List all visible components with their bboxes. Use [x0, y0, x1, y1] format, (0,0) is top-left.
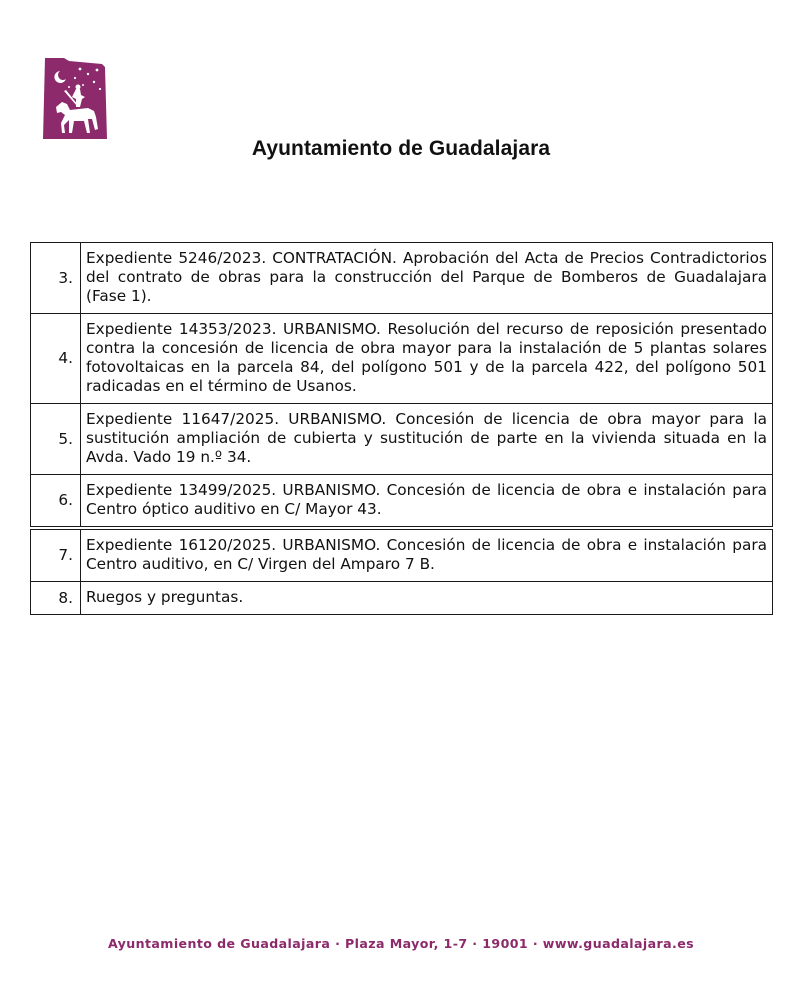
- page-title: Ayuntamiento de Guadalajara: [251, 137, 551, 160]
- footer-address: Ayuntamiento de Guadalajara · Plaza Mayor, 1-7 · 19001 · www.guadalajara.es: [107, 936, 695, 951]
- table-row: [31, 243, 773, 314]
- table-row: [31, 314, 773, 404]
- city-logo: [42, 55, 108, 141]
- item-text: Expediente 11647/2025. URBANISMO. Concesión de licencia de obra mayor para la sustitución ampliación de cubierta y sustitución de parte en la vivienda situada en la Avda. Vado 19 n.º 34.: [81, 404, 773, 475]
- item-number: 4.: [31, 314, 81, 404]
- item-text: Expediente 14353/2023. URBANISMO. Resolución del recurso de reposición presentado contra la concesión de licencia de obra mayor para la instalación de 5 plantas solares fotovoltaicas en la parcela 84, del polígono 501 y de la parcela 422, del polígono 501 radicadas en el término de Usanos.: [81, 314, 773, 404]
- table-row: [31, 404, 773, 475]
- agenda-table: [30, 242, 773, 615]
- item-number: 5.: [31, 404, 81, 475]
- item-number: 8.: [31, 582, 81, 615]
- item-text: Expediente 5246/2023. CONTRATACIÓN. Aprobación del Acta de Precios Contradictorios del contrato de obras para la construcción del Parque de Bomberos de Guadalajara (Fase 1).: [81, 243, 773, 314]
- item-text: Ruegos y preguntas.: [81, 582, 773, 615]
- item-text: Expediente 16120/2025. URBANISMO. Concesión de licencia de obra e instalación para Centro auditivo, en C/ Virgen del Amparo 7 B.: [81, 528, 773, 582]
- item-text: Expediente 13499/2025. URBANISMO. Concesión de licencia de obra e instalación para Centro óptico auditivo en C/ Mayor 43.: [81, 475, 773, 529]
- table-row: [31, 528, 773, 582]
- item-number: 7.: [31, 528, 81, 582]
- table-row: [31, 475, 773, 529]
- item-number: 3.: [31, 243, 81, 314]
- item-number: 6.: [31, 475, 81, 529]
- knight-horse-logo-icon: [42, 55, 108, 141]
- table-row: [31, 582, 773, 615]
